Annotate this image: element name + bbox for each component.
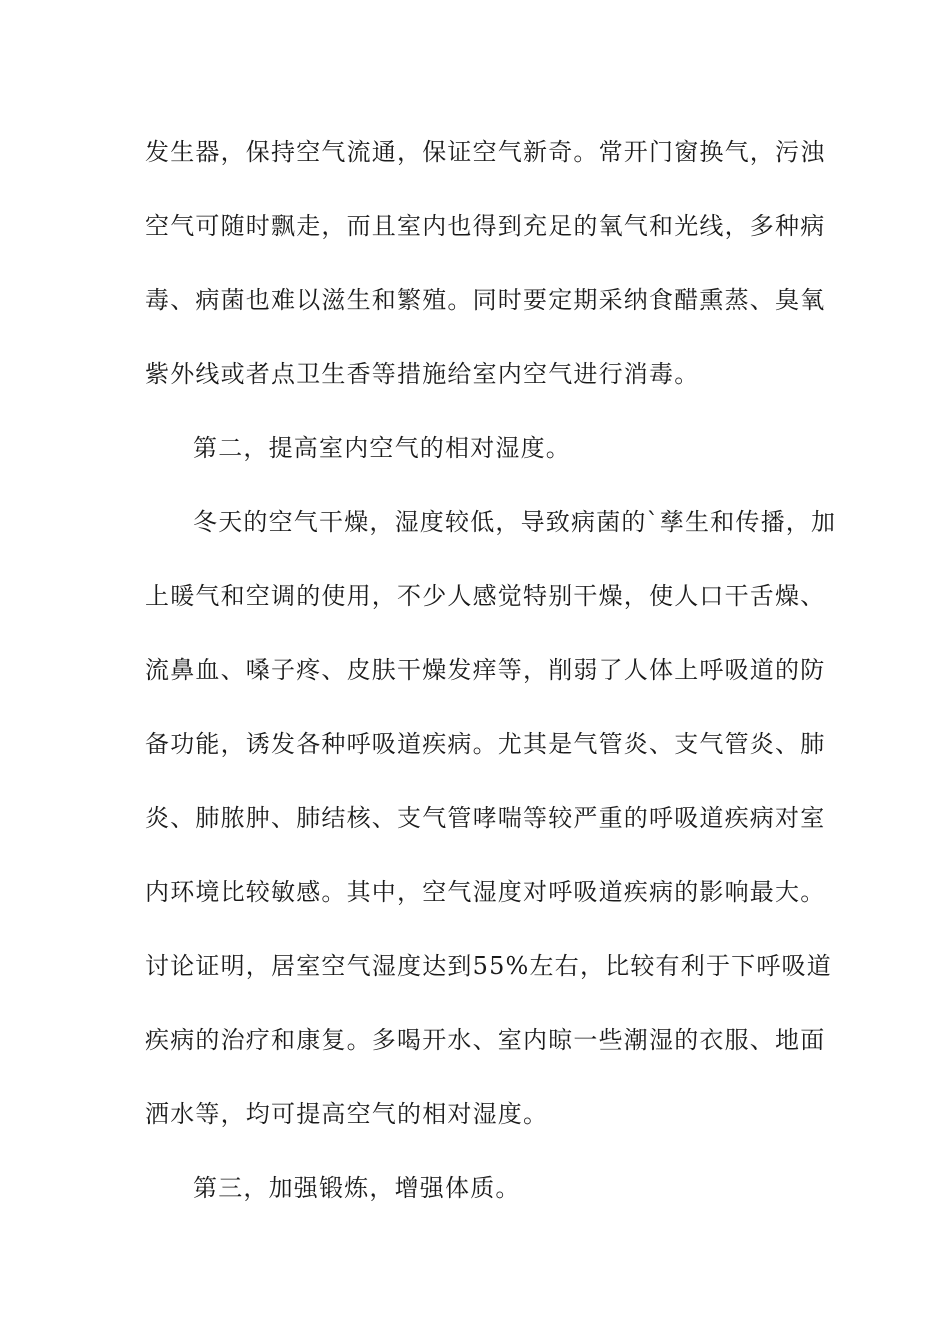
text-line: 内环境比较敏感。其中，空气湿度对呼吸道疾病的影响最大。 [145, 878, 826, 906]
text-line: 发生器，保持空气流通，保证空气新奇。常开门窗换气，污浊 [145, 138, 826, 166]
section-heading: 第三，加强锻炼，增强体质。 [193, 1174, 521, 1202]
text-line: 空气可随时飘走，而且室内也得到充足的氧气和光线，多种病 [145, 212, 826, 240]
section-heading: 第二，提高室内空气的相对湿度。 [193, 434, 571, 462]
text-line: 讨论证明，居室空气湿度达到55%左右，比较有利于下呼吸道 [145, 952, 832, 980]
text-line: 洒水等，均可提高空气的相对湿度。 [145, 1100, 549, 1128]
text-line: 紫外线或者点卫生香等措施给室内空气进行消毒。 [145, 360, 700, 388]
text-line: 备功能，诱发各种呼吸道疾病。尤其是气管炎、支气管炎、肺 [145, 730, 826, 758]
text-line: 冬天的空气干燥，湿度较低，导致病菌的`孳生和传播，加 [193, 508, 837, 536]
text-line: 毒、病菌也难以滋生和繁殖。同时要定期采纳食醋熏蒸、臭氧 [145, 286, 826, 314]
text-line: 炎、肺脓肿、肺结核、支气管哮喘等较严重的呼吸道疾病对室 [145, 804, 826, 832]
text-line: 流鼻血、嗓子疼、皮肤干燥发痒等，削弱了人体上呼吸道的防 [145, 656, 826, 684]
text-line: 疾病的治疗和康复。多喝开水、室内晾一些潮湿的衣服、地面 [145, 1026, 826, 1054]
text-line: 上暖气和空调的使用，不少人感觉特别干燥，使人口干舌燥、 [145, 582, 826, 610]
